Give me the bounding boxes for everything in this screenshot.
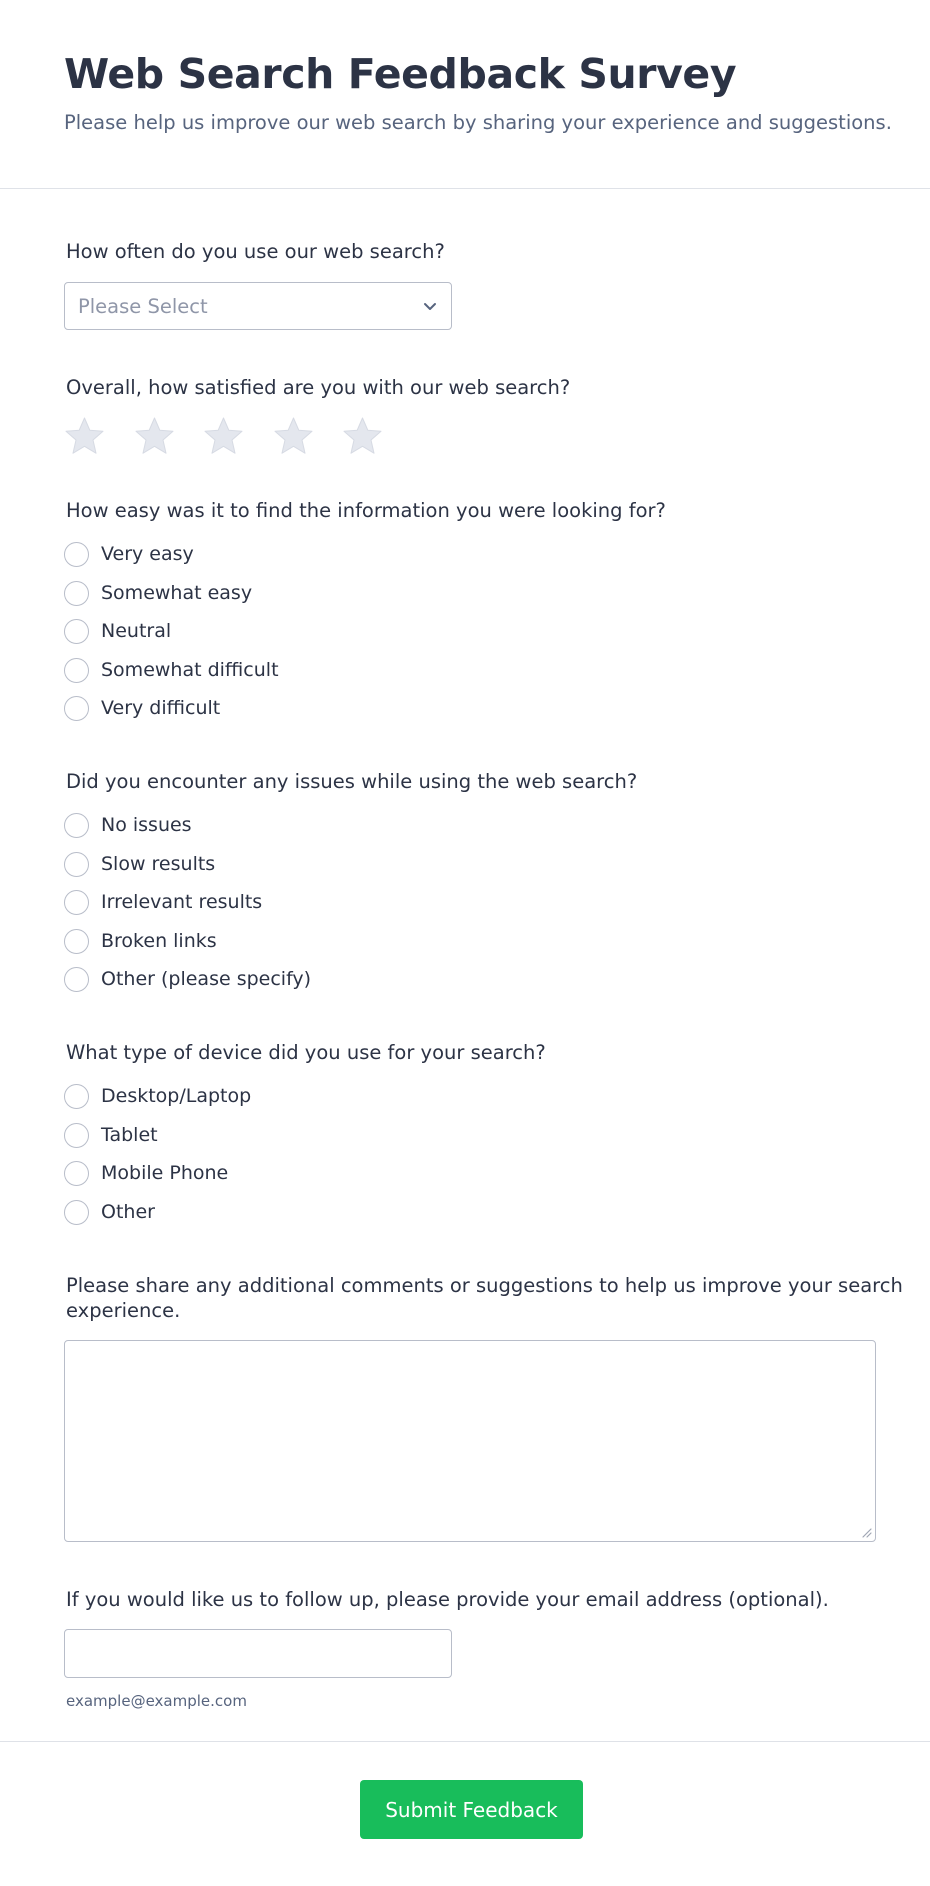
radio-button[interactable] (64, 852, 89, 877)
option-label: Broken links (101, 929, 217, 952)
footer-divider (0, 1741, 930, 1742)
radio-button[interactable] (64, 581, 89, 606)
radio-button[interactable] (64, 1084, 89, 1109)
comments-textarea[interactable] (64, 1340, 876, 1542)
option-label: Mobile Phone (101, 1162, 229, 1184)
star-icon[interactable] (273, 416, 314, 457)
radio-button[interactable] (64, 619, 89, 644)
question-email-label: If you would like us to follow up, please provide your email address (optional). (66, 1588, 829, 1611)
question-comments-label (66, 1273, 903, 1323)
radio-button[interactable] (64, 813, 89, 838)
radio-button[interactable] (64, 1123, 89, 1148)
resize-grip-icon[interactable] (860, 1526, 872, 1538)
option-label: No issues (101, 814, 192, 836)
option-label: Very difficult (101, 697, 221, 719)
radio-button[interactable] (64, 1161, 89, 1186)
radio-button[interactable] (64, 542, 89, 567)
radio-button[interactable] (64, 1200, 89, 1225)
option-label: Tablet (101, 1123, 158, 1146)
radio-button[interactable] (64, 696, 89, 721)
option-label: Somewhat difficult (101, 658, 279, 681)
star-icon[interactable] (342, 416, 383, 457)
option-label: Irrelevant results (101, 891, 263, 913)
email-sublabel: example@example.com (66, 1692, 247, 1710)
question-device-label: What type of device did you use for your search? (66, 1041, 546, 1064)
email-field[interactable] (64, 1629, 452, 1678)
option-label: Somewhat easy (101, 581, 253, 604)
option-label: Desktop/Laptop (101, 1085, 252, 1107)
option-label: Neutral (101, 620, 172, 642)
frequency-dropdown[interactable] (64, 282, 452, 330)
form-header (0, 0, 930, 189)
radio-button[interactable] (64, 967, 89, 992)
comments-label-line2: experience. (66, 1299, 181, 1322)
radio-button[interactable] (64, 929, 89, 954)
option-label: Very easy (101, 543, 194, 565)
radio-button[interactable] (64, 890, 89, 915)
option-label: Slow results (101, 852, 216, 875)
option-label: Other (please specify) (101, 968, 312, 990)
question-issues-label: Did you encounter any issues while using the web search? (66, 770, 638, 793)
radio-button[interactable] (64, 658, 89, 683)
submit-button[interactable]: Submit Feedback (360, 1780, 583, 1839)
question-frequency-label: How often do you use our web search? (66, 240, 445, 263)
question-ease-label: How easy was it to find the information you were looking for? (66, 499, 666, 522)
option-label: Other (101, 1200, 155, 1223)
star-icon[interactable] (203, 416, 244, 457)
page-title: Web Search Feedback Survey (64, 50, 737, 98)
dropdown-placeholder: Please Select (78, 295, 208, 318)
page-subtitle: Please help us improve our web search by sharing your experience and suggestions. (64, 111, 892, 134)
comments-label-line1: Please share any additional comments or suggestions to help us improve your search (66, 1274, 903, 1297)
chevron-down-icon (421, 297, 439, 315)
question-satisfaction-label: Overall, how satisfied are you with our web search? (66, 376, 571, 399)
star-icon[interactable] (134, 416, 175, 457)
star-icon[interactable] (64, 416, 105, 457)
